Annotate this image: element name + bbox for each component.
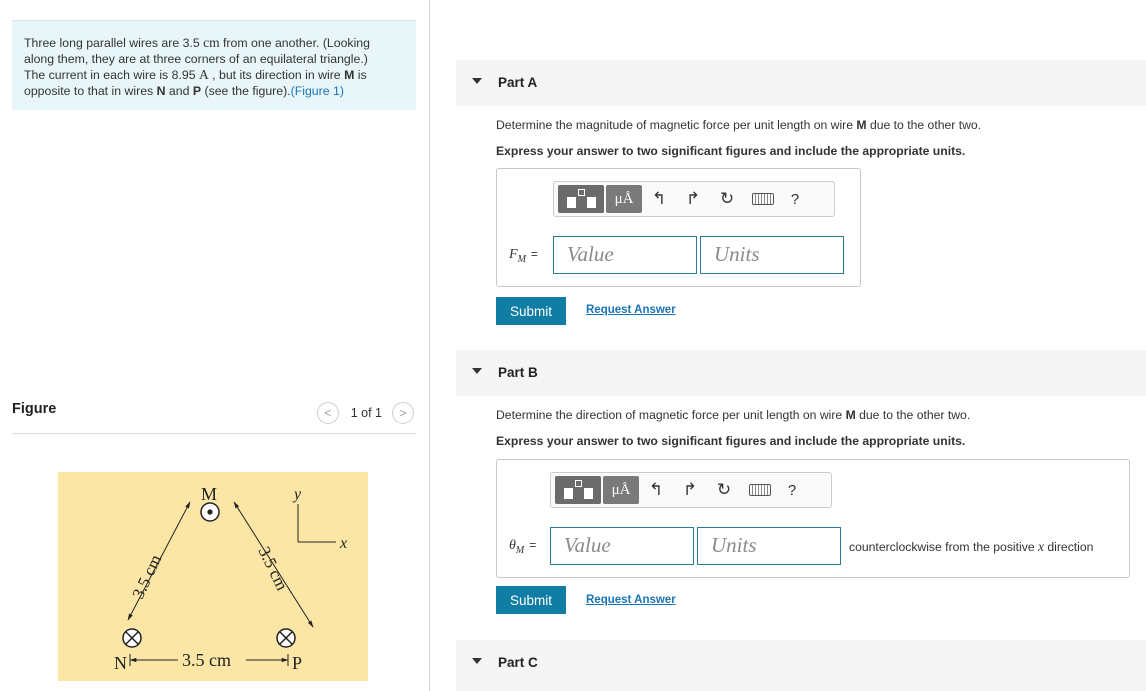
label-m: M — [201, 484, 218, 504]
label-left-side: 3.5 cm — [128, 551, 166, 602]
problem-statement: Three long parallel wires are 3.5 cm from one another. (Looking along them, they are at three corners of an equilateral triangle.) The current in each wire is 8.95 A , but its direction in wire M is opposite to that in wires N and P (see the figure).(Figure 1) — [12, 20, 416, 110]
collapse-triangle-icon[interactable] — [472, 658, 482, 664]
part-a-value-input[interactable]: Value — [553, 236, 697, 274]
undo-icon[interactable]: ↰ — [651, 189, 667, 208]
part-b-submit-button[interactable]: Submit — [496, 586, 566, 614]
unit-cm: cm — [203, 35, 220, 50]
help-icon[interactable]: ? — [790, 190, 800, 208]
figure-image — [58, 472, 368, 681]
reset-icon[interactable]: ↻ — [716, 480, 732, 499]
collapse-triangle-icon[interactable] — [472, 78, 482, 84]
part-b-header[interactable]: Part B — [456, 350, 1146, 396]
part-a-question: Determine the magnitude of magnetic force per unit length on wire M due to the other two. — [496, 118, 982, 132]
part-b-value-input[interactable]: Value — [550, 527, 694, 565]
part-a-instruction: Express your answer to two significant figures and include the appropriate units. — [496, 144, 966, 158]
pager-text: 1 of 1 — [350, 406, 382, 420]
part-a-submit-button[interactable]: Submit — [496, 297, 566, 325]
wire-triangle-diagram — [58, 472, 368, 681]
collapse-triangle-icon[interactable] — [472, 368, 482, 374]
part-a-request-answer-link[interactable]: Request Answer — [586, 304, 676, 316]
templates-icon[interactable] — [558, 185, 604, 213]
keyboard-icon[interactable] — [749, 484, 771, 496]
part-a-answer-box — [496, 168, 861, 287]
part-b-instruction: Express your answer to two significant figures and include the appropriate units. — [496, 434, 966, 448]
left-panel — [0, 0, 430, 691]
part-a-header[interactable]: Part A — [456, 60, 1146, 106]
redo-icon[interactable]: ↱ — [685, 189, 701, 208]
part-b-question: Determine the direction of magnetic force per unit length on wire M due to the other two. — [496, 408, 971, 422]
help-icon[interactable]: ? — [787, 481, 797, 499]
label-bottom-side: 3.5 cm — [182, 650, 231, 670]
figure-header — [12, 400, 416, 434]
chevron-left-icon[interactable]: < — [317, 402, 339, 424]
part-a-variable-label: $F_M$ = — [509, 247, 538, 265]
templates-icon[interactable] — [555, 476, 601, 504]
part-b-direction-text: counterclockwise from the positive x direction — [849, 539, 1094, 554]
figure-title: Figure — [12, 401, 57, 417]
part-b-request-answer-link[interactable]: Request Answer — [586, 594, 676, 606]
right-panel — [456, 0, 1146, 691]
label-x: x — [340, 535, 348, 552]
redo-icon[interactable]: ↱ — [682, 480, 698, 499]
reset-icon[interactable]: ↻ — [719, 189, 735, 208]
units-mu-button[interactable]: μÅ — [606, 185, 642, 213]
figure-pager — [317, 402, 414, 424]
keyboard-icon[interactable] — [752, 193, 774, 205]
chevron-right-icon[interactable]: > — [392, 402, 414, 424]
figure-link[interactable]: (Figure 1) — [290, 84, 344, 98]
units-mu-button[interactable]: μÅ — [603, 476, 639, 504]
label-n: N — [114, 653, 127, 673]
part-b-units-input[interactable]: Units — [697, 527, 841, 565]
unit-amp: A — [198, 67, 209, 82]
part-b-toolbar — [550, 472, 832, 508]
part-a-toolbar — [553, 181, 835, 217]
label-right-side: 3.5 cm — [254, 543, 292, 594]
label-y: y — [294, 486, 302, 503]
part-b-variable-label: $\theta_M$ = — [509, 538, 537, 556]
part-a-units-input[interactable]: Units — [700, 236, 844, 274]
part-c-header[interactable]: Part C — [456, 640, 1146, 691]
part-b-answer-box — [496, 459, 1130, 578]
undo-icon[interactable]: ↰ — [648, 480, 664, 499]
label-p: P — [292, 653, 303, 673]
wire-m-dot — [207, 509, 212, 514]
